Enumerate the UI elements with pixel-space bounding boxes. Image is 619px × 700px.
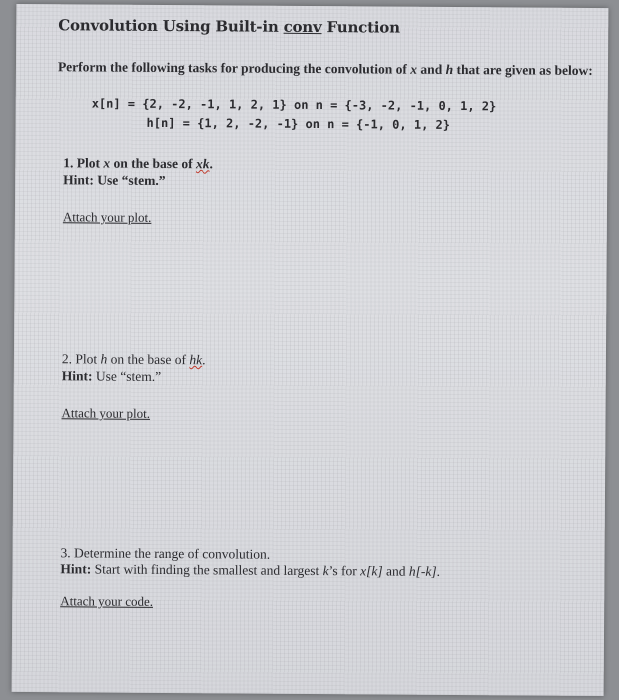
task3-hint-text-mid: ’s for xyxy=(328,563,361,579)
task1-text: 1. Plot xyxy=(63,155,104,171)
task2-text-mid: on the base of xyxy=(107,351,190,368)
title-code-word: conv xyxy=(283,17,322,37)
intro-text: Perform the following tasks for producing the convolution of xyxy=(57,59,411,77)
intro-paragraph xyxy=(58,58,603,79)
task2-hint xyxy=(62,367,161,385)
task3-hint xyxy=(60,560,440,580)
intro-text-end: that are given as below: xyxy=(453,61,593,78)
task2-hint-text: Use “stem.” xyxy=(92,368,162,384)
document-title xyxy=(58,16,400,36)
document-page xyxy=(12,4,609,696)
task2-period: . xyxy=(202,352,206,368)
task1-period: . xyxy=(209,156,213,172)
task1-hint xyxy=(63,171,165,189)
task2-attach-plot-link[interactable]: Attach your plot. xyxy=(61,405,151,421)
task3-hint-and: and xyxy=(382,563,409,579)
task2-var: h xyxy=(100,351,108,367)
task1-text-mid: on the base of xyxy=(110,155,197,172)
task1-hint-label: Hint: xyxy=(63,172,94,188)
task3-attach-code-link[interactable]: Attach your code. xyxy=(60,593,154,609)
task3-hint-label: Hint: xyxy=(60,561,92,577)
task2-base: hk xyxy=(189,352,203,368)
task2-statement xyxy=(62,350,206,368)
task3-hint-k: k xyxy=(322,563,329,579)
task1-base: xk xyxy=(196,156,210,172)
intro-var-h: h xyxy=(445,61,454,77)
task1-attach-plot-link[interactable]: Attach your plot. xyxy=(62,209,152,225)
task2-hint-label: Hint: xyxy=(61,368,93,384)
task3-statement: 3. Determine the range of convolution. xyxy=(60,545,271,562)
title-text: Convolution Using Built-in xyxy=(58,16,284,36)
x-definition: x[n] = {2, -2, -1, 1, 2, 1} on n = {-3, -2, -1, 0, 1, 2} xyxy=(91,96,497,114)
title-text-end: Function xyxy=(321,18,400,37)
task3-hint-text: Start with finding the smallest and largest xyxy=(91,561,323,579)
task1-var: x xyxy=(103,155,111,171)
task2-text: 2. Plot xyxy=(61,351,101,367)
task3-hint-end: . xyxy=(436,563,441,579)
task3-hint-xk: x[k] xyxy=(360,563,383,579)
h-definition: h[n] = {1, 2, -2, -1} on n = {-1, 0, 1, 2} xyxy=(146,115,451,132)
task3-hint-hk: h[-k] xyxy=(408,563,437,579)
intro-var-x: x xyxy=(410,61,418,77)
intro-and: and xyxy=(417,61,446,77)
task1-statement xyxy=(63,154,213,172)
task1-hint-text: Use “stem.” xyxy=(93,172,166,188)
